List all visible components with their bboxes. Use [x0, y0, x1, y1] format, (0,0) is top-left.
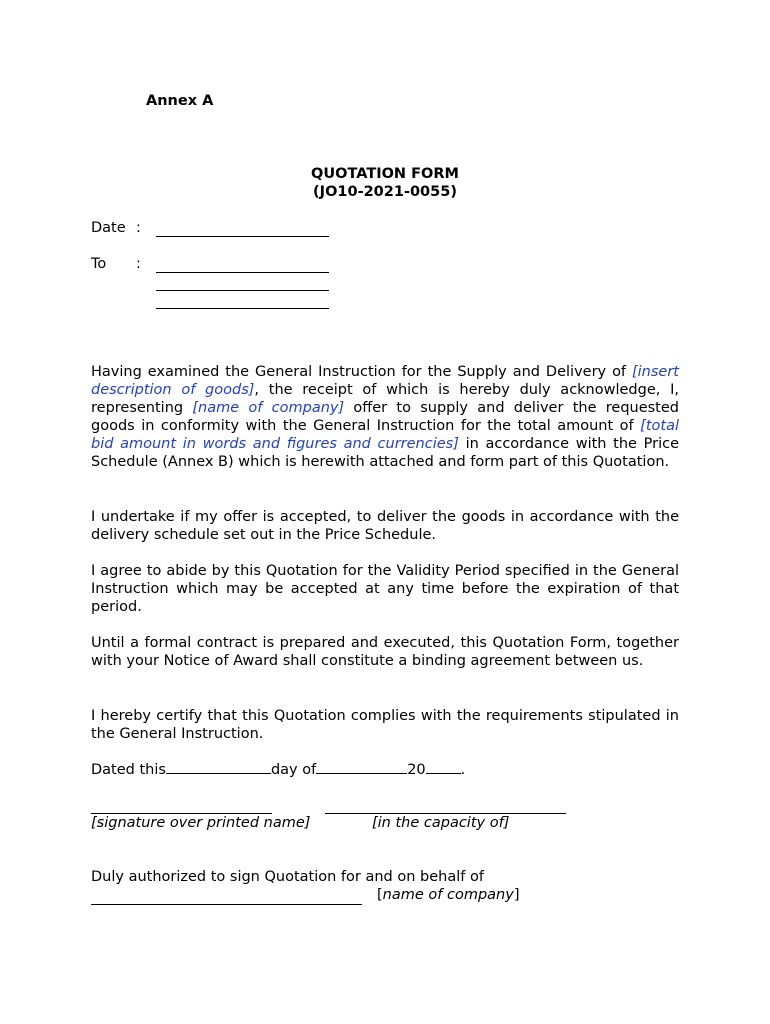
annex-label: Annex A	[146, 93, 214, 109]
paragraph-offer-text-1: Having examined the General Instruction for the Supply and Delivery of	[91, 364, 632, 380]
total-bid-amount-placeholder: [total bid amount in words and figures and currencies]	[91, 418, 679, 452]
paragraph-certification: I hereby certify that this Quotation complies with the requirements stipulated in the General Instruction.	[91, 708, 679, 742]
signature-field-line[interactable]	[91, 813, 272, 814]
company-bracket-close: ]	[513, 887, 520, 903]
to-field-line-1[interactable]	[156, 272, 329, 273]
authorization-text: Duly authorized to sign Quotation for and on behalf of	[91, 869, 484, 885]
company-name-text: name of company	[382, 887, 514, 903]
form-reference-number: (JO10-2021-0055)	[313, 184, 457, 200]
paragraph-undertaking: I undertake if my offer is accepted, to deliver the goods in accordance with the delivery schedule set out in the Price Schedule.	[91, 509, 679, 543]
paragraph-binding-agreement: Until a formal contract is prepared and executed, this Quotation Form, together with your Notice of Award shall constitute a binding agreement between us.	[91, 635, 679, 669]
paragraph-offer-text-2: , the receipt of which is hereby duly acknowledge, I, representing	[91, 382, 679, 416]
to-field-line-2[interactable]	[156, 290, 329, 291]
paragraph-validity: I agree to abide by this Quotation for the Validity Period specified in the General Instruction which may be accepted at any time before the expiration of that period.	[91, 563, 679, 615]
dated-this-label: Dated this	[91, 762, 166, 778]
dated-line	[91, 761, 465, 778]
year-field-line[interactable]	[426, 761, 461, 774]
date-label: Date	[91, 220, 126, 236]
day-field-line[interactable]	[166, 761, 271, 774]
capacity-label: [in the capacity of]	[372, 815, 510, 831]
to-field-line-3[interactable]	[156, 308, 329, 309]
month-field-line[interactable]	[316, 761, 407, 774]
goods-description-placeholder: [insert description of goods]	[91, 364, 679, 398]
year-prefix: 20	[407, 762, 426, 778]
company-name-placeholder: [name of company]	[192, 400, 345, 416]
to-label: To	[91, 256, 107, 272]
paragraph-offer-text-3: offer to supply and deliver the requested goods in conformity with the General Instruction for the total amount of	[91, 400, 679, 434]
signature-label: [signature over printed name]	[91, 815, 311, 831]
company-bracket-open: [	[377, 887, 383, 903]
date-colon: :	[136, 220, 141, 236]
company-name-label	[377, 887, 520, 903]
date-field-line[interactable]	[156, 236, 329, 237]
capacity-field-line[interactable]	[325, 813, 566, 814]
to-colon: :	[136, 256, 141, 272]
paragraph-offer	[91, 363, 679, 471]
day-of-label: day of	[270, 762, 317, 778]
paragraph-offer-text-4: in accordance with the Price Schedule (Annex B) which is herewith attached and form part of this Quotation.	[91, 436, 680, 470]
dated-period: .	[460, 762, 466, 778]
authorized-company-line[interactable]	[91, 904, 362, 905]
form-title: QUOTATION FORM	[311, 166, 459, 182]
